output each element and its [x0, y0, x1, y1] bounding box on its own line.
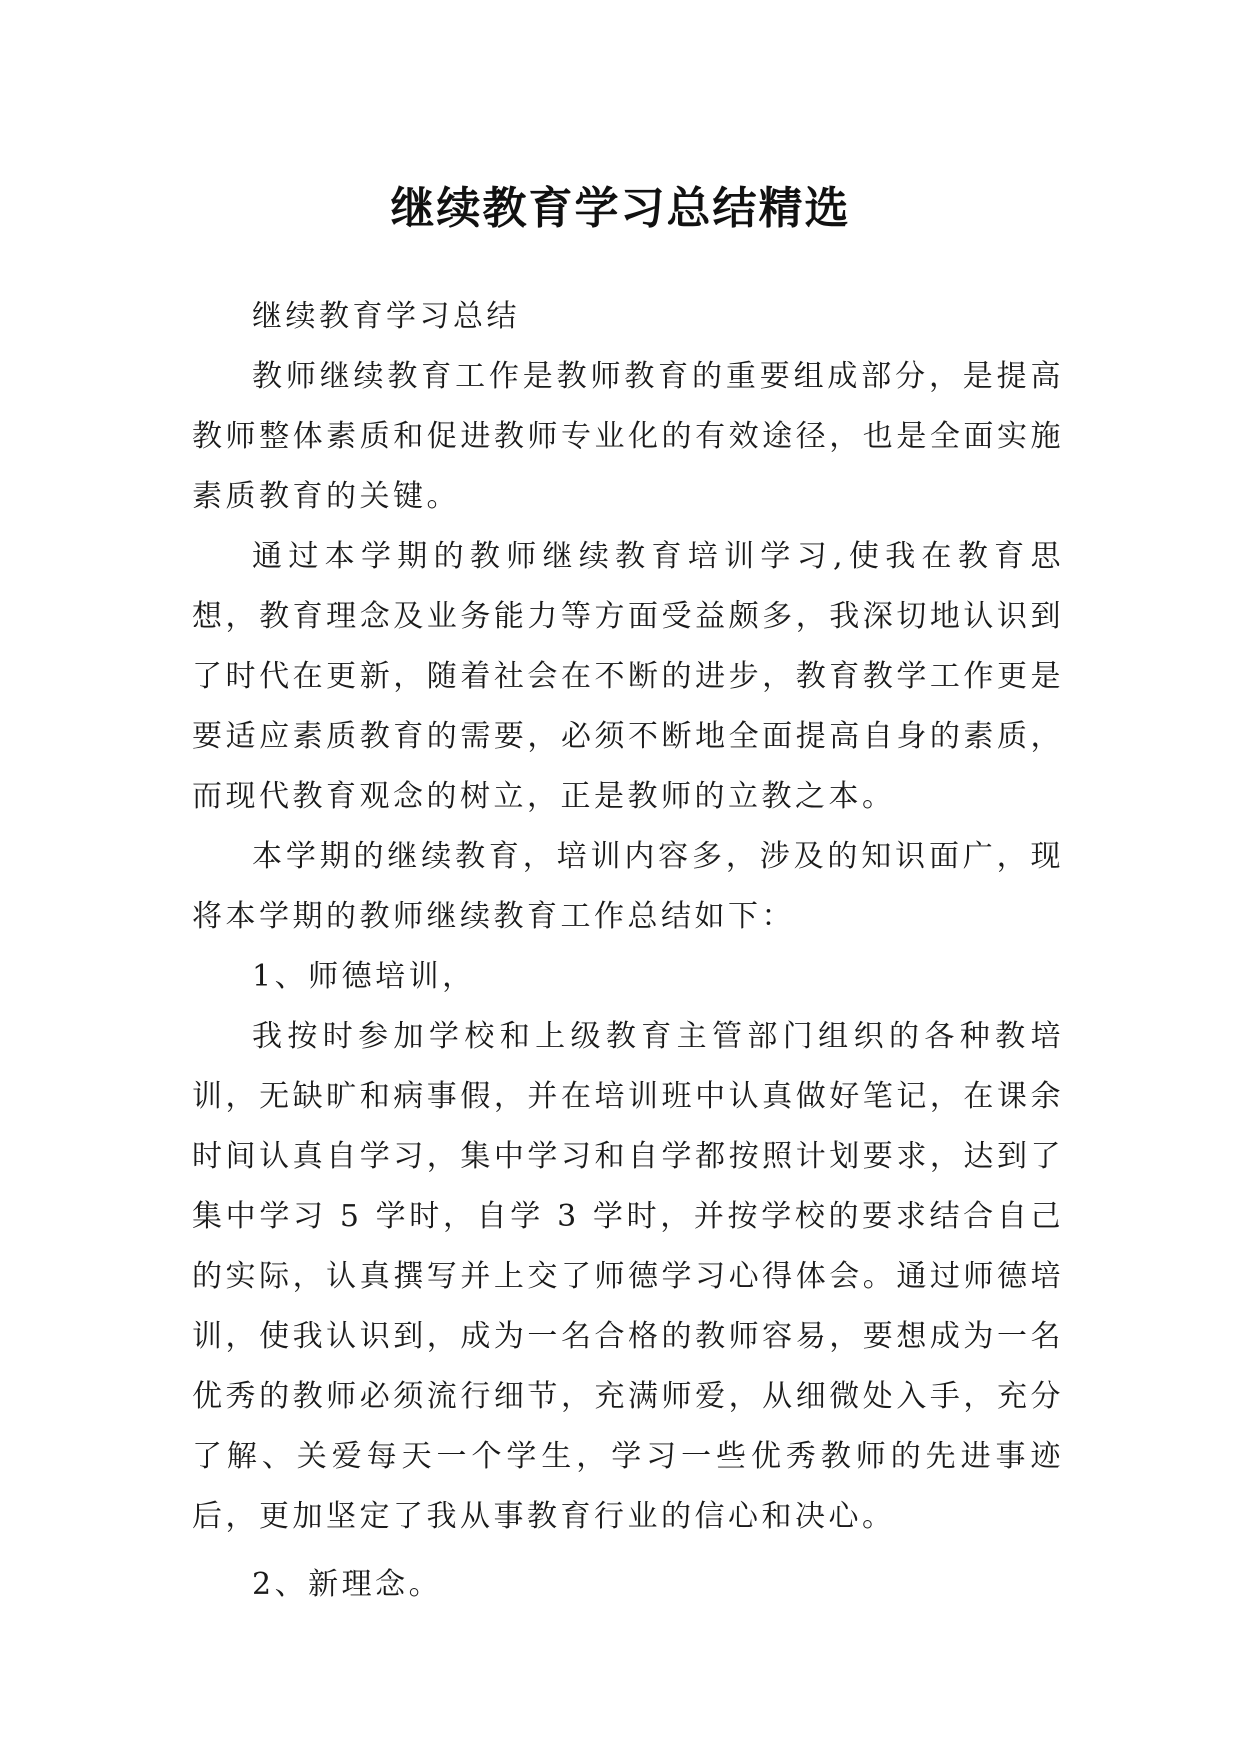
paragraph-intro: 教师继续教育工作是教师教育的重要组成部分，是提高教师整体素质和促进教师专业化的有效途径，也是全面实施素质教育的关键。: [192, 359, 1064, 514]
paragraph-summary-lead: 本学期的继续教育，培训内容多，涉及的知识面广，现将本学期的教师继续教育工作总结如下：: [192, 839, 1064, 934]
section-heading-new-concepts: 2、新理念。: [252, 1567, 443, 1602]
paragraph-ethics-training: 我按时参加学校和上级教育主管部门组织的各种教培训，无缺旷和病事假，并在培训班中认真做好笔记，在课余时间认真自学习，集中学习和自学都按照计划要求，达到了集中学习 5 学时，自学 3 学时，并按学校的要求结合自己的实际，认真撰写并上交了师德学习心得体会。通过师德培训，使我认识到，成为一名合格的教师容易，要想成为一名优秀的教师必须流行细节，充满师爱，从细微处入手，充分了解、关爱每天一个学生，学习一些优秀教师的先进事迹后，更加坚定了我从事教育行业的信心和决心。: [192, 1019, 1064, 1534]
section-heading-ethics: 1、师德培训，: [252, 959, 476, 994]
paragraph-subtitle: 继续教育学习总结: [252, 299, 520, 334]
paragraph-training-benefits: 通过本学期的教师继续教育培训学习,使我在教育思想，教育理念及业务能力等方面受益颇多，我深切地认识到了时代在更新，随着社会在不断的进步，教育教学工作更是要适应素质教育的需要，必须不断地全面提高自身的素质，而现代教育观念的树立，正是教师的立教之本。: [192, 539, 1064, 814]
document-title: 继续教育学习总结精选: [390, 183, 851, 235]
document-body: [192, 287, 1064, 1615]
